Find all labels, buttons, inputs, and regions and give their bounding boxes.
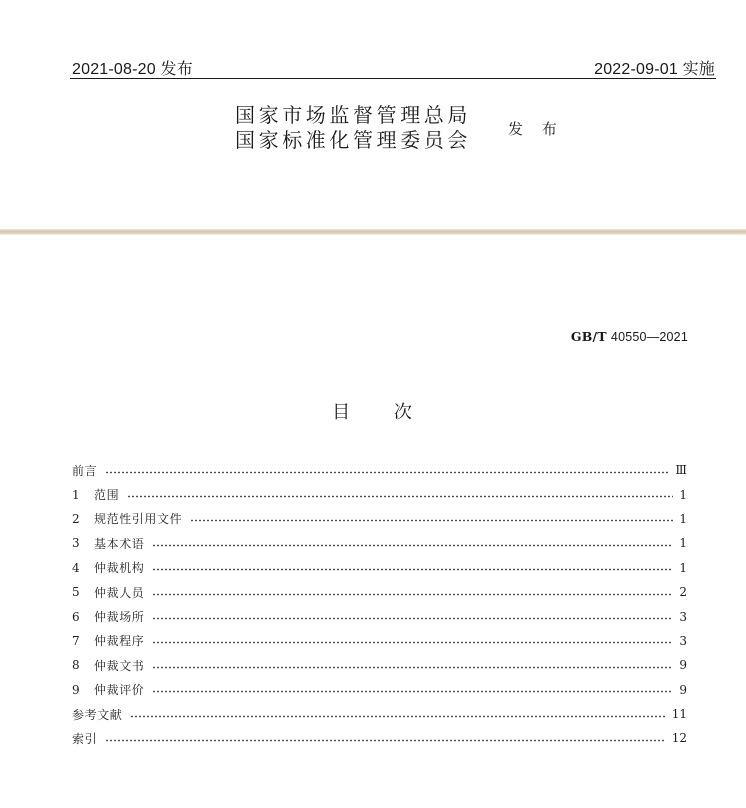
toc-entry-label: 仲裁评价 — [94, 683, 145, 698]
issuer-block — [235, 103, 471, 153]
toc-entry-number: 7 — [72, 633, 80, 648]
page-separator-band — [0, 229, 746, 235]
toc-entry-page: 1 — [679, 536, 687, 551]
implementation-date: 2022-09-01 实施 — [594, 61, 715, 78]
toc-entry-page: 9 — [679, 682, 687, 697]
toc-entry[interactable] — [72, 629, 687, 653]
issue-date: 2021-08-20 发布 — [72, 61, 193, 78]
toc-entry-page: 1 — [679, 511, 687, 526]
toc-entry-number: 3 — [72, 536, 80, 551]
toc-entry-label: 仲裁文书 — [94, 658, 145, 673]
toc-entry-label: 仲裁场所 — [94, 610, 145, 625]
toc-entry[interactable] — [72, 458, 687, 482]
publish-label: 发 布 — [508, 120, 564, 138]
toc-dot-leader — [127, 495, 673, 498]
toc-entry-label: 仲裁程序 — [94, 634, 145, 649]
toc-entry-page: 1 — [679, 560, 687, 575]
toc-entry-label: 基本术语 — [94, 536, 145, 551]
toc-dot-leader — [152, 666, 673, 669]
toc-entry-number: 4 — [72, 560, 80, 575]
toc-entry-label: 参考文献 — [72, 707, 123, 722]
toc-entry-page: 9 — [679, 658, 687, 673]
toc-entry-number: 9 — [72, 682, 80, 697]
issuer-sac: 国家标准化管理委员会 — [235, 128, 471, 152]
toc-dot-leader — [152, 641, 673, 644]
toc-dot-leader — [152, 690, 673, 693]
standard-code: 40550—2021 — [610, 330, 688, 344]
toc-entry-label: 索引 — [72, 731, 98, 746]
toc-entry[interactable] — [72, 653, 687, 677]
toc-entry[interactable] — [72, 507, 687, 531]
toc-entry-page: 3 — [679, 633, 687, 648]
toc-dot-leader — [105, 739, 666, 742]
toc-entry-label: 范围 — [94, 488, 120, 503]
toc-entry-page: 3 — [679, 609, 687, 624]
toc-entry[interactable] — [72, 702, 687, 726]
toc-entry-number: 2 — [72, 511, 80, 526]
toc-dot-leader — [190, 519, 673, 522]
toc-entry-label: 前言 — [72, 463, 98, 478]
issuer-samr: 国家市场监督管理总局 — [235, 103, 471, 127]
toc-entry-page: 12 — [671, 731, 687, 746]
toc-entry-number: 5 — [72, 585, 80, 600]
toc-dot-leader — [152, 544, 673, 547]
toc-entry[interactable] — [72, 482, 687, 506]
toc-entry-page: Ⅲ — [675, 463, 687, 478]
toc-entry[interactable] — [72, 556, 687, 580]
toc-entry-page: 2 — [679, 585, 687, 600]
toc-title: 目 次 — [332, 402, 414, 423]
toc-entry-number: 8 — [72, 658, 80, 673]
toc-entry[interactable] — [72, 604, 687, 628]
table-of-contents — [72, 458, 687, 751]
toc-entry[interactable] — [72, 678, 687, 702]
toc-entry-number: 6 — [72, 609, 80, 624]
toc-dot-leader — [130, 715, 665, 718]
toc-entry-label: 仲裁人员 — [94, 585, 145, 600]
standard-number — [571, 329, 688, 344]
toc-entry[interactable] — [72, 580, 687, 604]
standard-prefix: GB/T — [570, 329, 607, 344]
toc-dot-leader — [152, 568, 673, 571]
toc-dot-leader — [152, 617, 673, 620]
toc-dot-leader — [152, 593, 673, 596]
toc-entry-page: 1 — [679, 487, 687, 502]
toc-entry-label: 规范性引用文件 — [94, 512, 183, 527]
toc-entry-label: 仲裁机构 — [94, 561, 145, 576]
toc-entry[interactable] — [72, 531, 687, 555]
toc-dot-leader — [105, 471, 669, 474]
toc-entry-number: 1 — [72, 487, 80, 502]
header-rule — [70, 78, 716, 79]
toc-entry[interactable] — [72, 726, 687, 750]
toc-entry-page: 11 — [671, 707, 687, 722]
